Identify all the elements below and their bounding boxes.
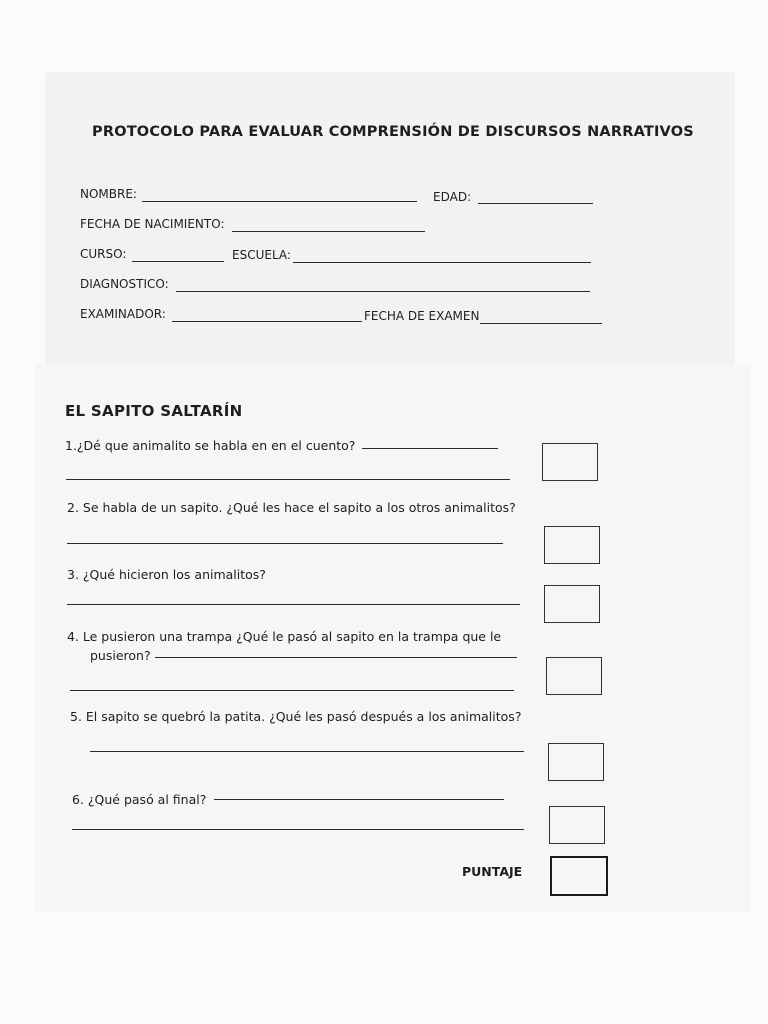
total-score-box[interactable] bbox=[550, 856, 608, 896]
question-2: 2. Se habla de un sapito. ¿Qué les hace el sapito a los otros animalitos? bbox=[67, 500, 516, 515]
escuela-field[interactable] bbox=[293, 262, 591, 263]
fecha-nacimiento-label: FECHA DE NACIMIENTO: bbox=[80, 217, 225, 231]
question-6: 6. ¿Qué pasó al final? bbox=[72, 792, 207, 807]
escuela-label: ESCUELA: bbox=[232, 248, 291, 262]
form-title: PROTOCOLO PARA EVALUAR COMPRENSIÓN DE DISCURSOS NARRATIVOS bbox=[92, 124, 694, 140]
examinador-label: EXAMINADOR: bbox=[80, 307, 166, 321]
edad-field[interactable] bbox=[478, 203, 593, 204]
answer-3-line[interactable] bbox=[67, 604, 520, 605]
answer-5-line[interactable] bbox=[90, 751, 524, 752]
answer-4-inline[interactable] bbox=[155, 657, 517, 658]
fecha-nacimiento-field[interactable] bbox=[232, 231, 425, 232]
fecha-examen-field[interactable] bbox=[480, 323, 602, 324]
fecha-examen-label: FECHA DE EXAMEN bbox=[364, 309, 480, 323]
nombre-label: NOMBRE: bbox=[80, 187, 137, 201]
question-4: 4. Le pusieron una trampa ¿Qué le pasó al sapito en la trampa que le bbox=[67, 629, 502, 644]
answer-4-line[interactable] bbox=[70, 690, 514, 691]
score-label: PUNTAJE bbox=[462, 864, 523, 879]
answer-2-line[interactable] bbox=[67, 543, 503, 544]
question-1: 1.¿Dé que animalito se habla en en el cuento? bbox=[65, 438, 356, 453]
score-box-4[interactable] bbox=[546, 657, 602, 695]
diagnostico-label: DIAGNOSTICO: bbox=[80, 277, 169, 291]
score-box-3[interactable] bbox=[544, 585, 600, 623]
diagnostico-field[interactable] bbox=[176, 291, 590, 292]
answer-6-inline[interactable] bbox=[214, 799, 504, 800]
question-5: 5. El sapito se quebró la patita. ¿Qué les pasó después a los animalitos? bbox=[70, 709, 522, 724]
answer-6-line[interactable] bbox=[72, 829, 524, 830]
answer-1-inline[interactable] bbox=[362, 448, 498, 449]
story-title: EL SAPITO SALTARÍN bbox=[65, 402, 243, 420]
score-box-2[interactable] bbox=[544, 526, 600, 564]
score-box-5[interactable] bbox=[548, 743, 604, 781]
nombre-field[interactable] bbox=[142, 201, 417, 202]
question-3: 3. ¿Qué hicieron los animalitos? bbox=[67, 567, 266, 582]
curso-field[interactable] bbox=[132, 261, 224, 262]
score-box-6[interactable] bbox=[549, 806, 605, 844]
answer-1-line[interactable] bbox=[66, 479, 510, 480]
curso-label: CURSO: bbox=[80, 247, 127, 261]
score-box-1[interactable] bbox=[542, 443, 598, 481]
edad-label: EDAD: bbox=[433, 190, 472, 204]
question-4-cont: pusieron? bbox=[90, 648, 151, 663]
examinador-field[interactable] bbox=[172, 321, 362, 322]
